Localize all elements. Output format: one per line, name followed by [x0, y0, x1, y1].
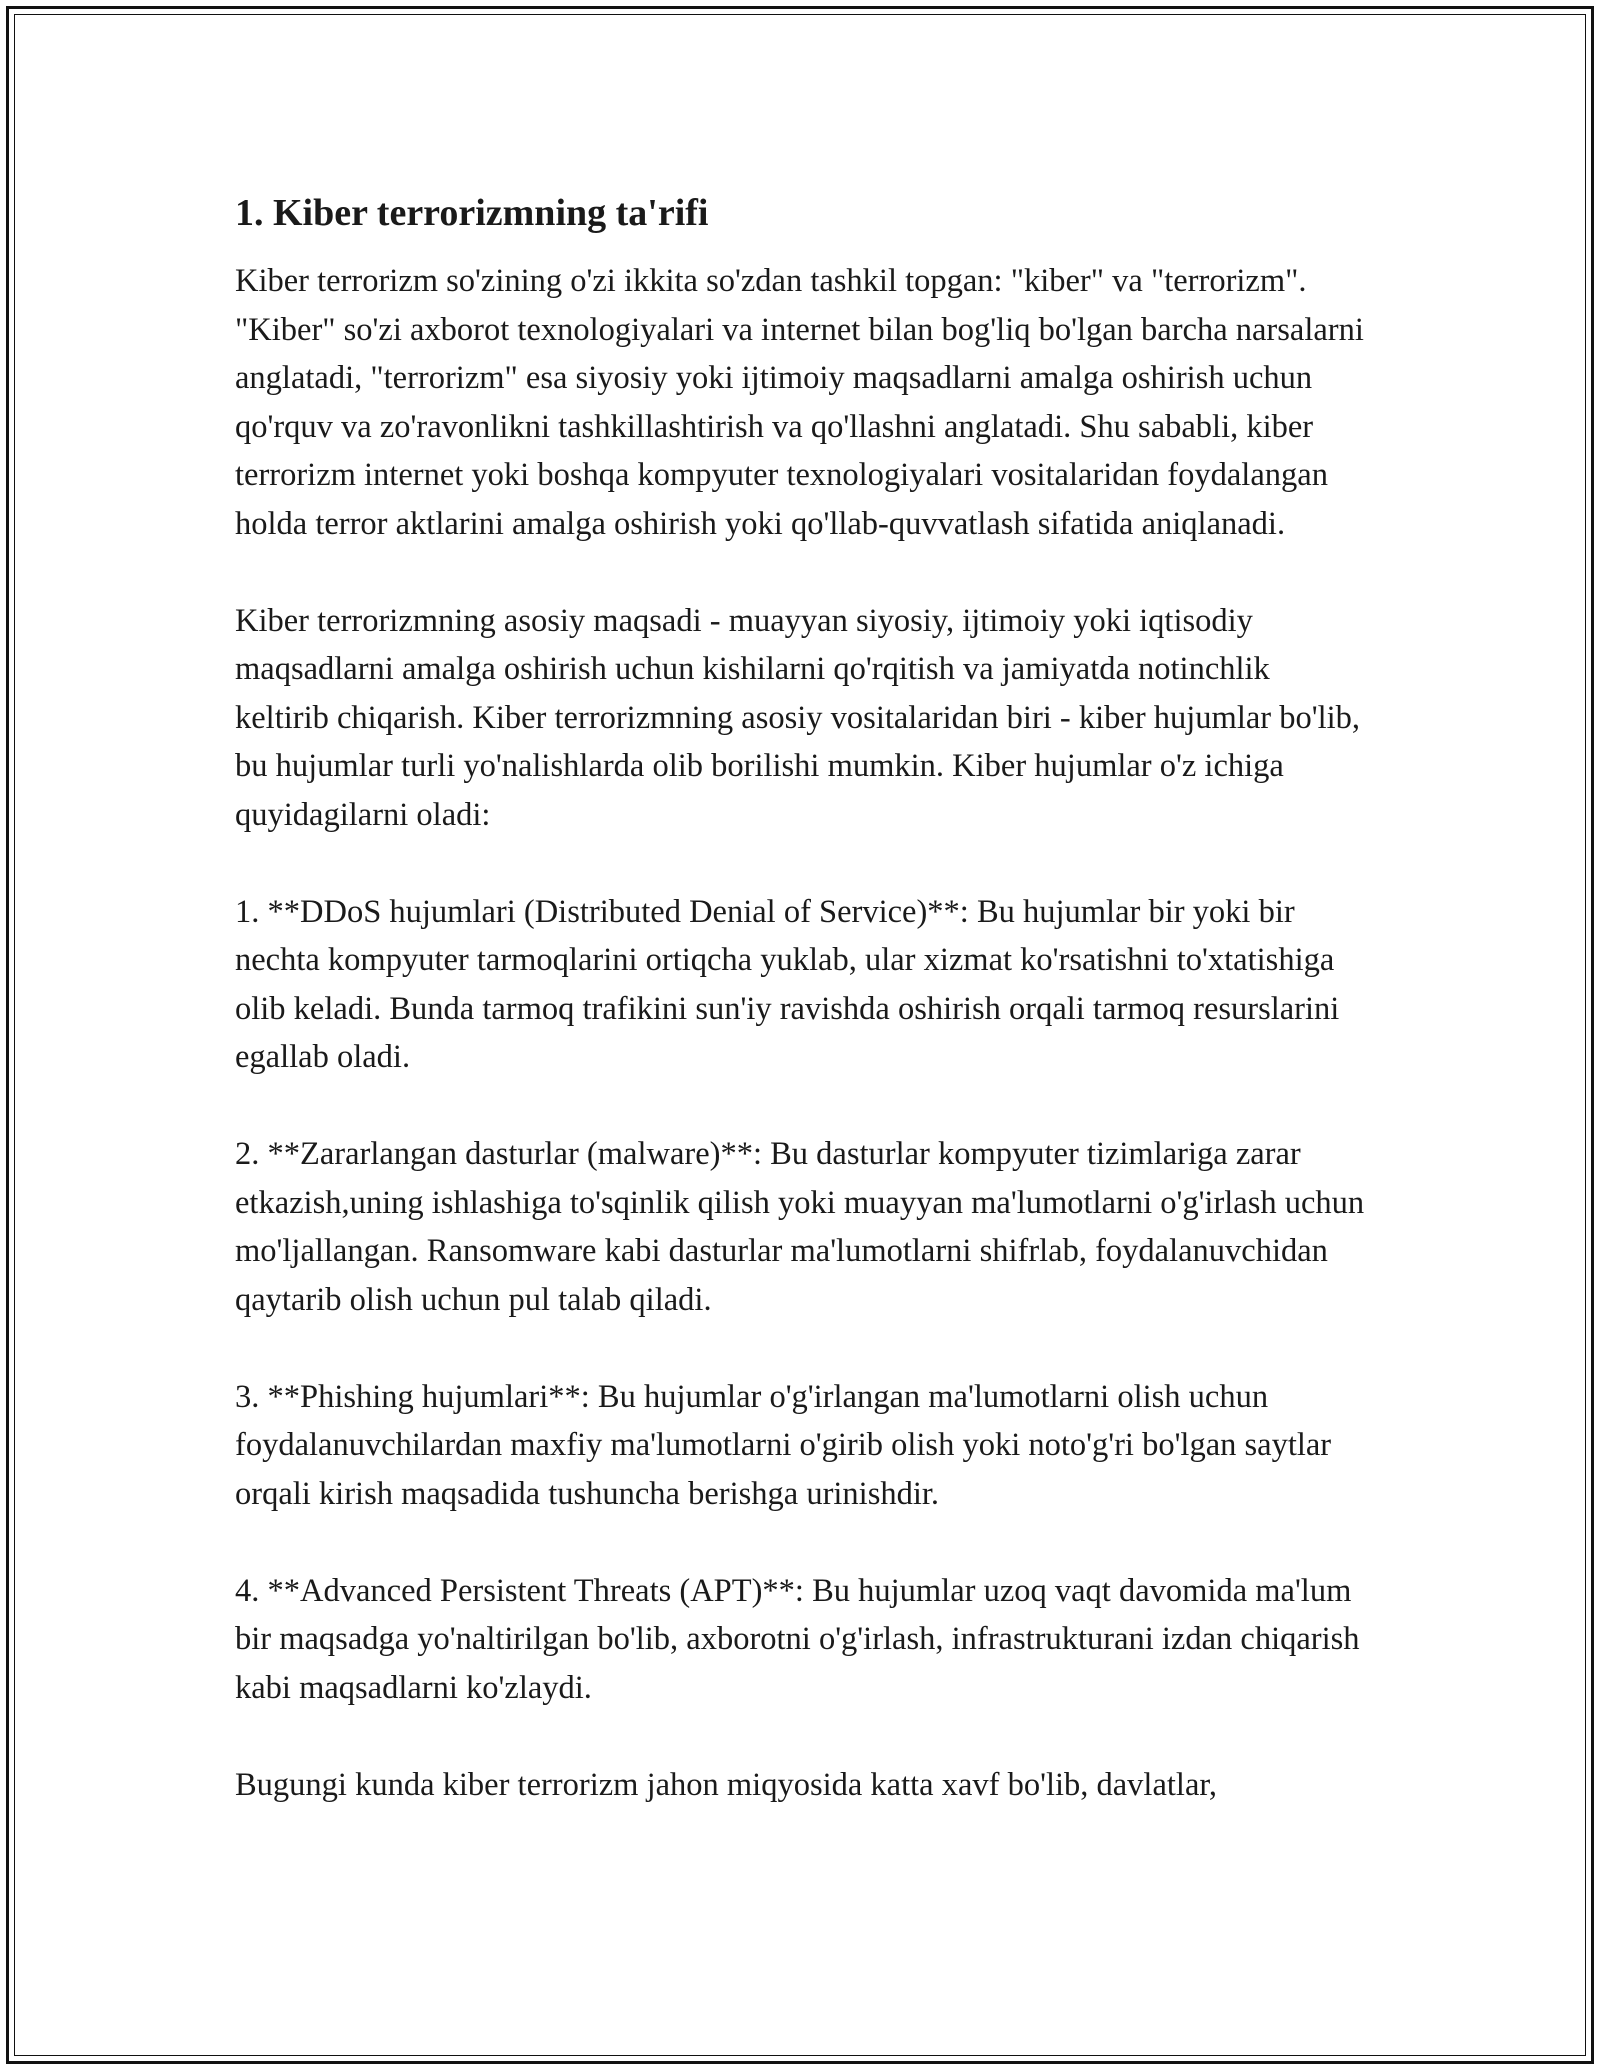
list-item-phishing: 3. **Phishing hujumlari**: Bu hujumlar o'g'irlangan ma'lumotlarni olish uchun foydalanuvchilardan maxfiy ma'lumotlarni o'girib olish yoki noto'g'ri bo'lgan saytlar orqali kirish maqsadida tushuncha berishga urinishdir.	[235, 1378, 1332, 1512]
document-title: 1. Kiber terrorizmning ta'rifi	[235, 192, 709, 234]
list-item-malware: 2. **Zararlangan dasturlar (malware)**: Bu dasturlar kompyuter tizimlariga zarar etkazish,uning ishlashiga to'sqinlik qilish yoki muayyan ma'lumotlarni o'g'irlash uchun mo'ljallangan. Ransomware kabi dasturlar ma'lumotlarni shifrlab, foydalanuvchidan qaytarib olish uchun pul talab qiladi.	[235, 1136, 1365, 1318]
document-body	[235, 185, 1365, 1858]
list-item-ddos: 1. **DDoS hujumlari (Distributed Denial of Service)**: Bu hujumlar bir yoki bir nechta kompyuter tarmoqlarini ortiqcha yuklab, ular xizmat ko'rsatishni to'xtatishiga olib keladi. Bunda tarmoq trafikini sun'iy ravishda oshirish orqali tarmoq resurslarini egallab oladi.	[235, 893, 1340, 1075]
paragraph-conclusion: Bugungi kunda kiber terrorizm jahon miqyosida katta xavf bo'lib, davlatlar,	[235, 1766, 1218, 1803]
list-item-apt: 4. **Advanced Persistent Threats (APT)**: Bu hujumlar uzoq vaqt davomida ma'lum bir maqsadga yo'naltirilgan bo'lib, axborotni o'g'irlash, infrastrukturani izdan chiqarish kabi maqsadlarni ko'zlaydi.	[235, 1572, 1360, 1706]
paragraph-definition: Kiber terrorizm so'zining o'zi ikkita so'zdan tashkil topgan: "kiber" va "terrorizm". "Kiber" so'zi axborot texnologiyalari va internet bilan bog'liq bo'lgan barcha narsalarni anglatadi, "terrorizm" esa siyosiy yoki ijtimoiy maqsadlarni amalga oshirish uchun qo'rquv va zo'ravonlikni tashkillashtirish va qo'llashni anglatadi. Shu sababli, kiber terrorizm internet yoki boshqa kompyuter texnologiyalari vositalaridan foydalangan holda terror aktlarini amalga oshirish yoki qo'llab-quvvatlash sifatida aniqlanadi.	[235, 263, 1364, 542]
paragraph-main-goal: Kiber terrorizmning asosiy maqsadi - muayyan siyosiy, ijtimoiy yoki iqtisodiy maqsadlarni amalga oshirish uchun kishilarni qo'rqitish va jamiyatda notinchlik keltirib chiqarish. Kiber terrorizmning asosiy vositalaridan biri - kiber hujumlar bo'lib, bu hujumlar turli yo'nalishlarda olib borilishi mumkin. Kiber hujumlar o'z ichiga quyidagilarni oladi:	[235, 602, 1361, 833]
